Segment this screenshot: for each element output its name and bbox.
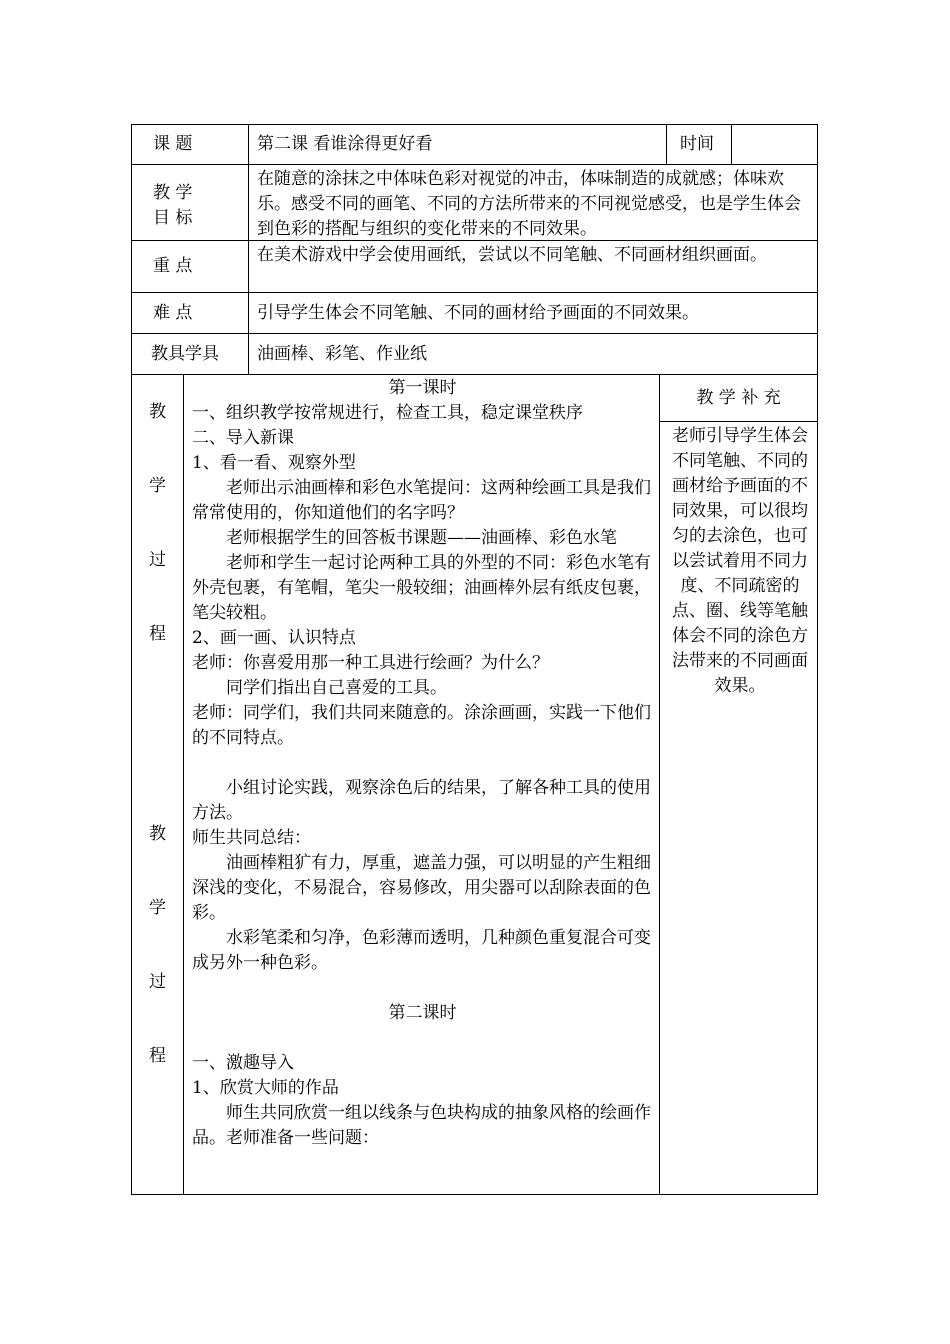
row-divider [131, 333, 818, 334]
process-line: 师生共同总结： [192, 828, 311, 848]
process-paragraph: 水彩笔柔和匀净，色彩薄而透明，几种颜色重复混合可变成另外一种色彩。 [192, 928, 651, 973]
supplement-body: 老师引导学生体会不同笔触、不同的画材给予画面的不同效果，可以很均匀的去涂色，也可以尝试着用不同力度、不同疏密的点、圈、线等笔触体会不同的涂色方法带来的不同画面效果。 [672, 426, 808, 696]
key-point-label: 重 点 [153, 256, 193, 276]
key-point-value: 在美术游戏中学会使用画纸，尝试以不同笔触、不同画材组织画面。 [257, 245, 767, 265]
process-line: 1、欣赏大师的作品 [192, 1078, 339, 1098]
goal-label-line-1: 教 学 [153, 183, 193, 203]
spacer [192, 976, 653, 1001]
process-line: 老师：你喜爱用那一种工具进行绘画？为什么？ [192, 653, 549, 673]
side-char: 学 [149, 898, 166, 918]
process-paragraph: 老师出示油画棒和彩色水笔提问：这两种绘画工具是我们常常使用的，你知道他们的名字吗？ [192, 478, 651, 523]
side-char: 程 [149, 1046, 166, 1066]
process-paragraph: 老师和学生一起讨论两种工具的外型的不同：彩色水笔有外壳包裹，有笔帽，笔尖一般较细；油画棒外层有纸皮包裹，笔尖较粗。 [192, 553, 651, 623]
goal-label-line-2: 目 标 [153, 208, 193, 228]
difficulty-value: 引导学生体会不同笔触、不同的画材给予画面的不同效果。 [257, 303, 699, 323]
process-line: 1、看一看、观察外型 [192, 453, 356, 473]
label-column-divider [248, 124, 249, 374]
time-label: 时间 [680, 134, 714, 154]
lesson-2-title: 第二课时 [388, 1003, 457, 1023]
process-paragraph: 油画棒粗犷有力，厚重，遮盖力强，可以明显的产生粗细深浅的变化，不易混合，容易修改，用尖器可以刮除表面的色彩。 [192, 853, 651, 923]
spacer [192, 751, 653, 776]
side-char: 学 [149, 476, 166, 496]
lesson-1-title: 第一课时 [388, 378, 457, 398]
side-char: 过 [149, 972, 166, 992]
process-paragraph: 老师：同学们，我们共同来随意的。涂涂画画，实践一下他们的不同特点。 [192, 703, 651, 748]
side-char: 教 [149, 824, 166, 844]
row-divider [131, 374, 818, 375]
process-paragraph: 师生共同欣赏一组以线条与色块构成的抽象风格的绘画作品。老师准备一些问题： [192, 1103, 651, 1148]
time-divider [666, 124, 667, 164]
process-line: 二、导入新课 [192, 428, 294, 448]
topic-label: 课 题 [153, 134, 193, 154]
process-line: 一、激趣导入 [192, 1053, 294, 1073]
process-paragraph: 小组讨论实践，观察涂色后的结果，了解各种工具的使用方法。 [192, 778, 651, 823]
supplement-title: 教 学 补 充 [696, 388, 781, 408]
time-value-divider [731, 124, 732, 164]
side-column-divider [183, 374, 184, 1195]
side-char: 教 [149, 402, 166, 422]
row-divider [131, 292, 818, 293]
process-content [192, 376, 653, 1151]
topic-value: 第二课 看谁涂得更好看 [257, 134, 433, 154]
process-paragraph: 老师根据学生的回答板书课题——油画棒、彩色水笔 [226, 528, 617, 548]
goal-value: 在随意的涂抹之中体味色彩对视觉的冲击，体味制造的成就感；体味欢乐。感受不同的画笔、不同的方法所带来的不同视觉感受，也是学生体会到色彩的搭配与组织的变化带来的不同效果。 [257, 169, 801, 239]
side-char: 过 [149, 550, 166, 570]
process-line: 同学们指出自己喜爱的工具。 [226, 678, 447, 698]
row-divider [131, 164, 818, 165]
process-line: 2、画一画、认识特点 [192, 628, 356, 648]
side-char: 程 [149, 624, 166, 644]
process-line: 一、组织教学按常规进行，检查工具，稳定课堂秩序 [192, 403, 583, 423]
tools-value: 油画棒、彩笔、作业纸 [257, 344, 427, 364]
spacer [192, 1026, 653, 1051]
supplement-divider [659, 421, 818, 422]
supplement-column-divider [659, 374, 660, 1195]
difficulty-label: 难 点 [153, 303, 193, 323]
tools-label: 教具学具 [151, 344, 219, 364]
